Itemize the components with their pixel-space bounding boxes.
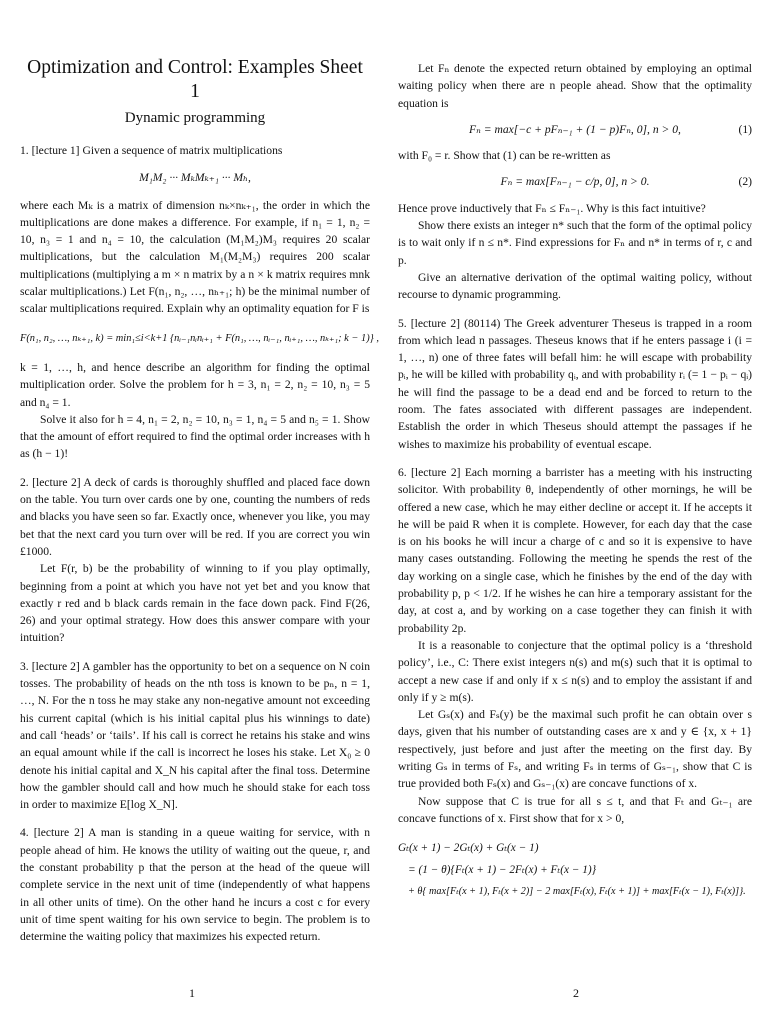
question-6-definitions: Let Gₛ(x) and Fₛ(y) be the maximal such profit he can obtain over s days, given that his number of outstanding cases are x and y ∈ {x, x + 1} respectively, just before and just after the meeting on the first day. By writing Gₛ in terms of Fₛ, and writing Fₛ in terms of Gₛ₋₁, show that C is true provided both Fₛ(x) and Gₛ₋₁(x) are concave functions of x. <box>398 708 752 791</box>
equation-block-line-1: Gₜ(x + 1) − 2Gₜ(x) + Gₜ(x − 1) <box>398 842 539 855</box>
page-number-2: 2 <box>573 985 579 1000</box>
question-1-body: where each Mₖ is a matrix of dimension nₖ×nₖ₊₁, the order in which the multiplications are done makes a difference. For example, if n₁ = 1, n₂ = 10, n₃ = 1 and n₄ = 10, the calculation (M₁M₂)M₃ requires 20 scalar multiplications, but the calculation M₁(M₂M₃) requires 200 scalar multiplications (multiplying a m × n matrix by a n × k matrix requires mnk scalar multiplications.) Let F(n₁, n₂, …, nₕ₊₁; h) be the minimal number of scalar multiplications required. Explain why an optimality equation for F is <box>20 198 370 316</box>
question-6-concavity: Now suppose that C is true for all s ≤ t, and that Fₜ and Gₜ₋₁ are concave functions of x. First show that for x > 0, <box>398 794 752 825</box>
question-3: 3. [lecture 2] A gambler has the opportunity to bet on a sequence on N coin tosses. The probability of heads on the nth toss is known to be pₙ, n = 1, …, N. For the n toss he may stake any non-negative amount not exceeding his current capital (which is his initial capital plus his winnings to date) and call ‘heads’ or ‘tails’. If his call is correct he retains his stake and wins an equal amount while if the call is incorrect he loses his stake. Let X₀ ≥ 0 denote his initial capital and X_N his capital after the final toss. Determine how the gambler should call and how much he should stake for each toss in order to maximize E[log X_N]. <box>20 659 370 812</box>
question-6-conjecture: It is a reasonable to conjecture that the optimal policy is a ‘threshold policy’, i.e., C: There exist integers n(s) and m(s) such that it is optimal to accept a new case if and only if x ≤ n(s) and to employ the assistant if and only if y ≥ m(s). <box>398 638 752 704</box>
question-1-extension: Solve it also for h = 4, n₁ = 2, n₂ = 10, n₃ = 1, n₄ = 5 and n₅ = 1. Show that the amount of effort required to find the optimal order increases with h as (h − 1)! <box>20 412 370 461</box>
question-2-intro: 2. [lecture 2] A deck of cards is thoroughly shuffled and placed face down on the table. You turn over cards one by one, counting the numbers of reds and blacks you have seen so far. Exactly once, whenever you like, you may bet that the next card you turn over will be red. If you are correct you win £1000. <box>20 475 370 558</box>
equation-block-concavity <box>398 837 752 903</box>
question-1-intro: 1. [lecture 1] Given a sequence of matrix multiplications <box>20 144 283 157</box>
page-number-1: 1 <box>189 985 195 1000</box>
question-4-threshold: Show there exists an integer n* such that the form of the optimal policy is to wait only if n ≤ n*. Find expressions for Fₙ and n* in terms of r, c and p. <box>398 219 752 267</box>
question-4-continued: Let Fₙ denote the expected return obtained by employing an optimal waiting policy when there are n people ahead. Show that the optimality equation is <box>398 62 752 110</box>
equation-1-number: (1) <box>738 122 752 136</box>
equation-1-body: Fₙ = max[−c + pFₙ₋₁ + (1 − p)Fₙ, 0], n > 0, <box>469 122 681 136</box>
question-6-intro: 6. [lecture 2] Each morning a barrister has a meeting with his instructing solicitor. With probability θ, independently of other mornings, he will be offered a new case, which he may either decline or accept it. If he accepts it he will be paid R when it is complete. However, for each day that the case is on his books he will incur a charge of c and so it is expensive to have many cases outstanding. Following the meeting he spends the rest of the day working on a single case, which he finishes by the end of the day with probability p, p < 1/2. If he wishes he can hire a temporary assistant for the day, at cost a, and by working on a case together they can finish it with probability 2p. <box>398 465 752 635</box>
question-4-induction: Hence prove inductively that Fₙ ≤ Fₙ₋₁. Why is this fact intuitive? <box>398 201 706 215</box>
document-title: Optimization and Control: Examples Sheet 1 <box>27 57 363 102</box>
question-5: 5. [lecture 2] (80114) The Greek adventurer Theseus is trapped in a room from which lead n passages. Theseus knows that if he enters passage i (i = 1, …, n) one of three fates will befall him: he will escape with probability pᵢ, he will be killed with probability qᵢ, and with probability rᵢ (= 1 − pᵢ − qᵢ) he will find the passage to be a dead end and be forced to return to the room. The fates associated with different passages are independent. Establish the order in which Theseus should attempt the passages if he wishes to maximize his probability of eventual escape. <box>398 316 752 451</box>
question-4-intro: 4. [lecture 2] A man is standing in a queue waiting for service, with n people ahead of him. He knows the utility of waiting out the queue, r, and the constant probability p that the person at the head of the queue will complete service in the next unit of time (independently of what happens in all other units of time). On the other hand he incurs a cost c for every unit of time spent waiting for his own service to begin. The problem is to determine the waiting policy that maximizes his expected return. <box>20 826 370 944</box>
question-4-rewrite: with F₀ = r. Show that (1) can be re-written as <box>398 149 611 163</box>
question-2-body: Let F(r, b) be the probability of winning to if you play optimally, beginning from a point at which you have not yet bet and you know that exactly r red and b black cards remain in the face down pack. Find F(26, 26) and your optimal strategy. How does this answer compare with your intuition? <box>20 562 370 645</box>
equation-2-number: (2) <box>738 175 752 189</box>
equation-2-body: Fₙ = max[Fₙ₋₁ − c/p, 0], n > 0. <box>500 175 650 189</box>
question-1-task: k = 1, …, h, and hence describe an algorithm for finding the optimal multiplication order. Solve the problem for h = 3, n₁ = 2, n₂ = 10, n₃ = 5 and n₄ = 1. <box>20 360 370 409</box>
equation-1 <box>398 121 752 138</box>
equation-block-line-2: = (1 − θ){Fₜ(x + 1) − 2Fₜ(x) + Fₜ(x − 1)} <box>408 864 597 877</box>
equation-block-line-3: + θ{ max[Fₜ(x + 1), Fₜ(x + 2)] − 2 max[Fₜ(x), Fₜ(x + 1)] + max[Fₜ(x − 1), Fₜ(x)]}. <box>408 886 746 898</box>
equation-matrix-product: M₁M₂ ··· MₖMₖ₊₁ ··· Mₕ, <box>139 171 251 185</box>
question-4-alternative: Give an alternative derivation of the optimal waiting policy, without recourse to dynamic programming. <box>398 270 752 302</box>
equation-optimality-f: F(n₁, n₂, …, nₖ₊₁, k) = min₁≤i<k+1 {nᵢ₋₁nᵢnᵢ₊₁ + F(n₁, …, nᵢ₋₁, nᵢ₊₁, …, nₖ₊₁; k − 1)} , <box>20 332 379 344</box>
page-2 <box>384 0 768 1024</box>
equation-2 <box>398 173 752 190</box>
document-subtitle: Dynamic programming <box>124 110 266 126</box>
